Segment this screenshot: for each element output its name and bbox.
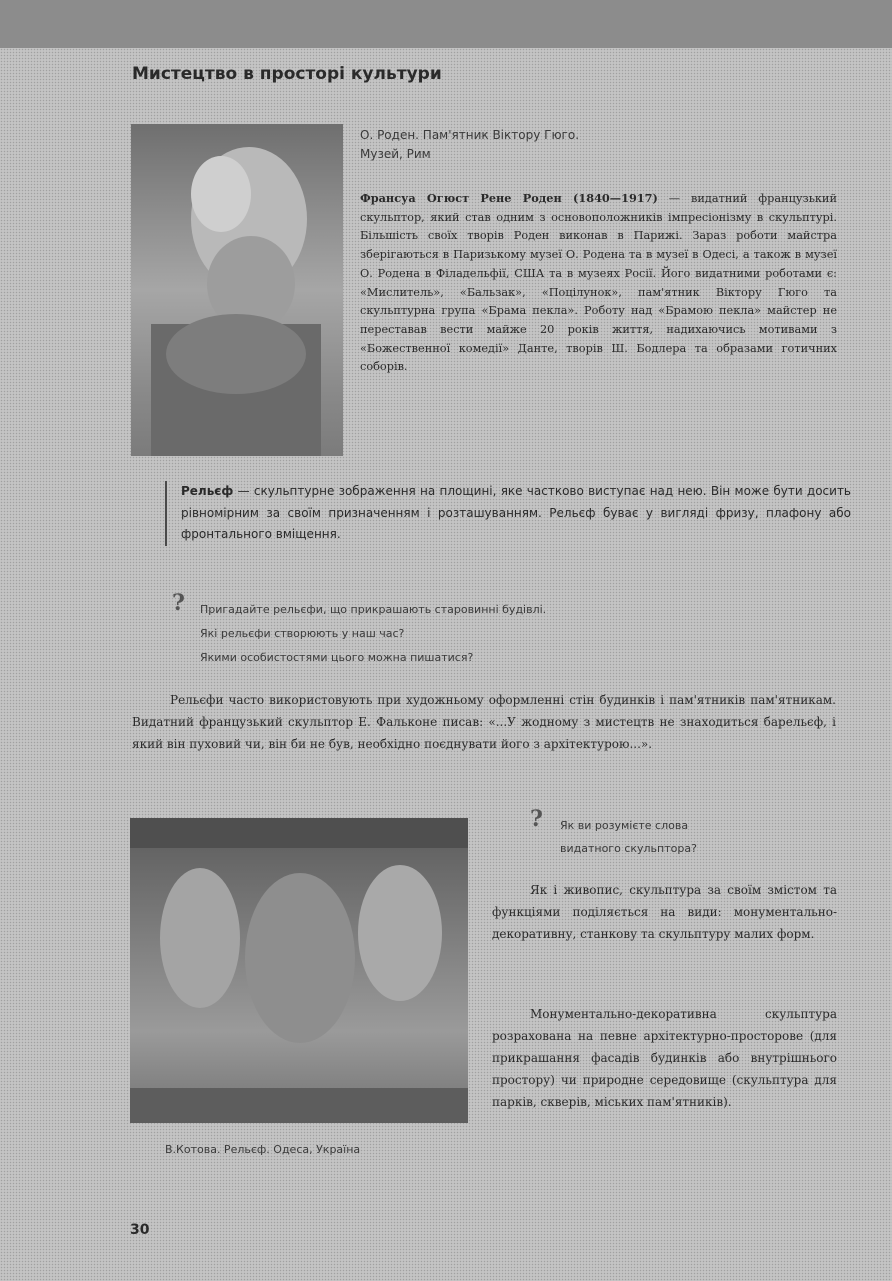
portrait-caption — [360, 126, 660, 164]
paragraph-sculpture-types: Як і живопис, скульптура за своїм змістом та функціями поділяється на види: монументально-декоративну, станкову та скульптуру малих форм. — [492, 883, 837, 941]
definition-box — [165, 481, 851, 546]
definition-term: Рельєф — [181, 484, 234, 498]
relief-photo — [130, 818, 468, 1123]
question-list — [200, 598, 760, 670]
question-item: Пригадайте рельєфи, що прикрашають старовинні будівлі. — [200, 603, 547, 616]
question-mark-icon: ? — [172, 590, 185, 616]
definition-text: — скульптурне зображення на площині, яке частково виступає над нею. Він може бути досить рівномірним за своїм призначенням і розташуванням. Рельєф буває у вигляді фризу, плафону або фронтального вміщення. — [181, 484, 851, 541]
quote-question-line-1: Як ви розумієте слова — [560, 819, 689, 832]
top-margin-bar — [0, 0, 892, 48]
quote-question-line-2: видатного скульптора? — [560, 842, 697, 855]
portrait-photo — [131, 124, 343, 456]
quote-question — [560, 814, 800, 860]
portrait-caption-line-1: О. Роден. Пам'ятник Віктору Гюго. — [360, 128, 580, 142]
portrait-caption-line-2: Музей, Рим — [360, 147, 431, 161]
section-title: Мистецтво в просторі культури — [132, 64, 442, 84]
question-item: Які рельєфи створюють у наш час? — [200, 627, 405, 640]
relief-caption: В.Котова. Рельєф. Одеса, Україна — [165, 1143, 361, 1156]
question-mark-icon: ? — [530, 806, 543, 832]
page-number: 30 — [130, 1222, 150, 1238]
question-item: Якими особистостями цього можна пишатися? — [200, 651, 474, 664]
paragraph-reliefs: Рельєфи часто використовують при художньому оформленні стін будинків і пам'ятників пам'ятникам. Видатний французький скульптор Е. Фальконе писав: «...У жодному з мистецтв не знаходиться барельєф, і який він пуховий чи, він би не був, необхідно поєднувати його з архітектурою...». — [132, 693, 836, 751]
biography-text — [360, 189, 837, 377]
biography-body: — видатний французький скульптор, який став одним з основоположників імпресіонізму в скульптурі. Більшість своїх творів Роден виконав в Парижі. Зараз роботи майстра зберігаються в Паризькому музеї О. Родена та в музеї в Одесі, а також в музеї О. Родена в Філадельфії, США та в музеях Росії. Його видатними роботами є: «Мислитель», «Бальзак», «Поцілунок», пам'ятник Віктору Гюго та скульптурна група «Брама пекла». Роботу над «Брамою пекла» майстер не переставав вести майже 20 років життя, надихаючись мотивами з «Божественної комедії» Данте, творів Ш. Бодлера та образами готичних соборів. — [360, 192, 837, 374]
paragraph-monumental: Монументально-декоративна скульптура розрахована на певне архітектурно-просторове (для прикрашання фасадів будинків або внутрішнього простору) чи природне середовище (скульптура для парків, скверів, міських пам'ятників). — [492, 1007, 837, 1109]
biography-name: Франсуа Огюст Рене Роден (1840—1917) — [360, 191, 658, 205]
